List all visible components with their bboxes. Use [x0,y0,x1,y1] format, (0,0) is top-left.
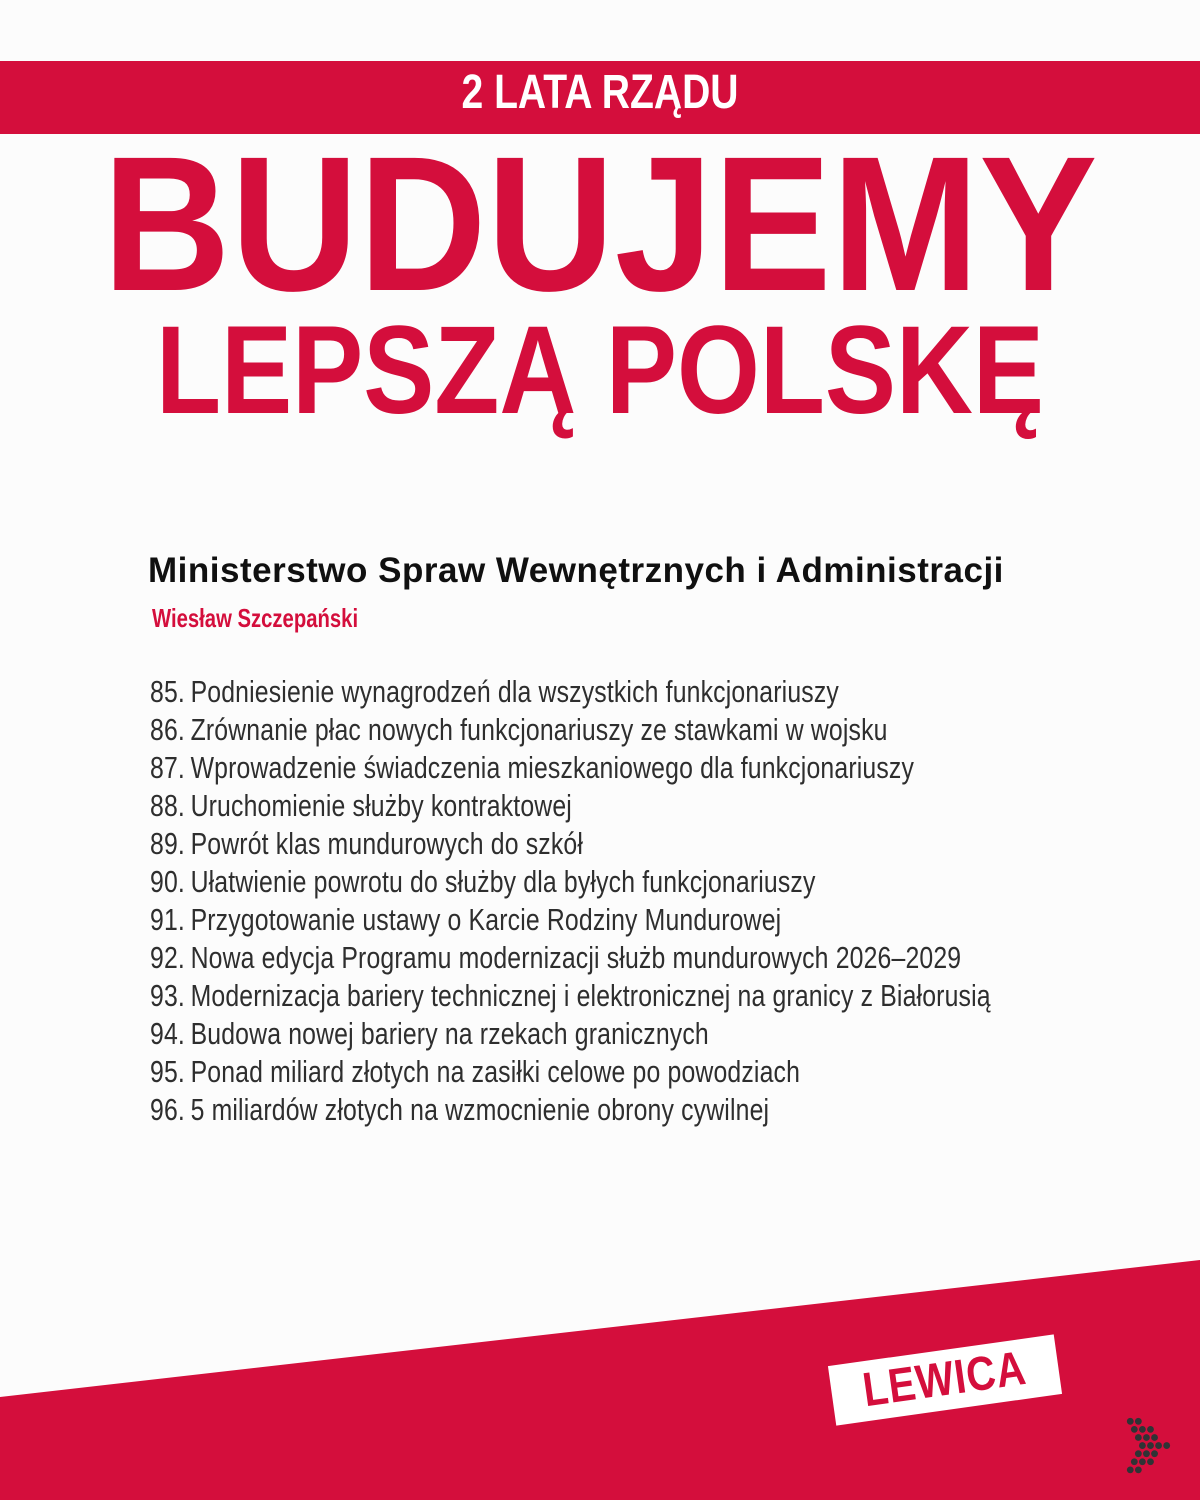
achievements-list [150,673,1200,1129]
list-item [150,825,991,863]
section-author: Wiesław Szczepański [152,603,359,633]
item-number: 88. [150,788,185,823]
item-number: 87. [150,750,185,785]
list-item [150,977,991,1015]
item-text: Budowa nowej bariery na rzekach granicznych [190,1016,709,1051]
list-item [150,1091,991,1129]
item-number: 96. [150,1092,185,1127]
item-number: 94. [150,1016,185,1051]
top-banner-label: 2 LATA RZĄDU [461,66,739,119]
item-number: 92. [150,940,185,975]
section-title: Ministerstwo Spraw Wewnętrznych i Administracji [148,551,1004,590]
item-text: Wprowadzenie świadczenia mieszkaniowego dla funkcjonariuszy [190,750,915,785]
list-item [150,749,991,787]
list-item [150,1053,991,1091]
item-number: 86. [150,712,185,747]
item-text: Podniesienie wynagrodzeń dla wszystkich funkcjonariuszy [190,674,839,709]
item-text: Powrót klas mundurowych do szkół [190,826,584,861]
item-text: Nowa edycja Programu modernizacji służb mundurowych 2026–2029 [190,940,962,975]
headline-line1: BUDUJEMY [102,116,1098,331]
item-text: Ponad miliard złotych na zasiłki celowe po powodziach [190,1054,801,1089]
item-number: 85. [150,674,185,709]
item-number: 89. [150,826,185,861]
lewica-logo-text: LEWICA [860,1341,1030,1418]
list-item [150,787,991,825]
headline-line2: LEPSZĄ POLSKĘ [156,301,1044,440]
list-item [150,939,991,977]
list-item [150,673,991,711]
list-item [150,863,991,901]
item-text: 5 miliardów złotych na wzmocnienie obrony cywilnej [190,1092,770,1127]
item-number: 90. [150,864,185,899]
list-item [150,711,991,749]
item-number: 93. [150,978,185,1013]
headline [0,116,1200,470]
item-text: Ułatwienie powrotu do służby dla byłych funkcjonariuszy [190,864,816,899]
item-text: Zrównanie płac nowych funkcjonariuszy ze stawkami w wojsku [190,712,888,747]
item-text: Modernizacja bariery technicznej i elektronicznej na granicy z Białorusią [190,978,991,1013]
item-text: Uruchomienie służby kontraktowej [190,788,572,823]
item-number: 91. [150,902,185,937]
item-text: Przygotowanie ustawy o Karcie Rodziny Mundurowej [190,902,782,937]
list-item [150,901,991,939]
item-number: 95. [150,1054,185,1089]
dotted-arrow-icon [1126,1417,1172,1475]
list-item [150,1015,991,1053]
